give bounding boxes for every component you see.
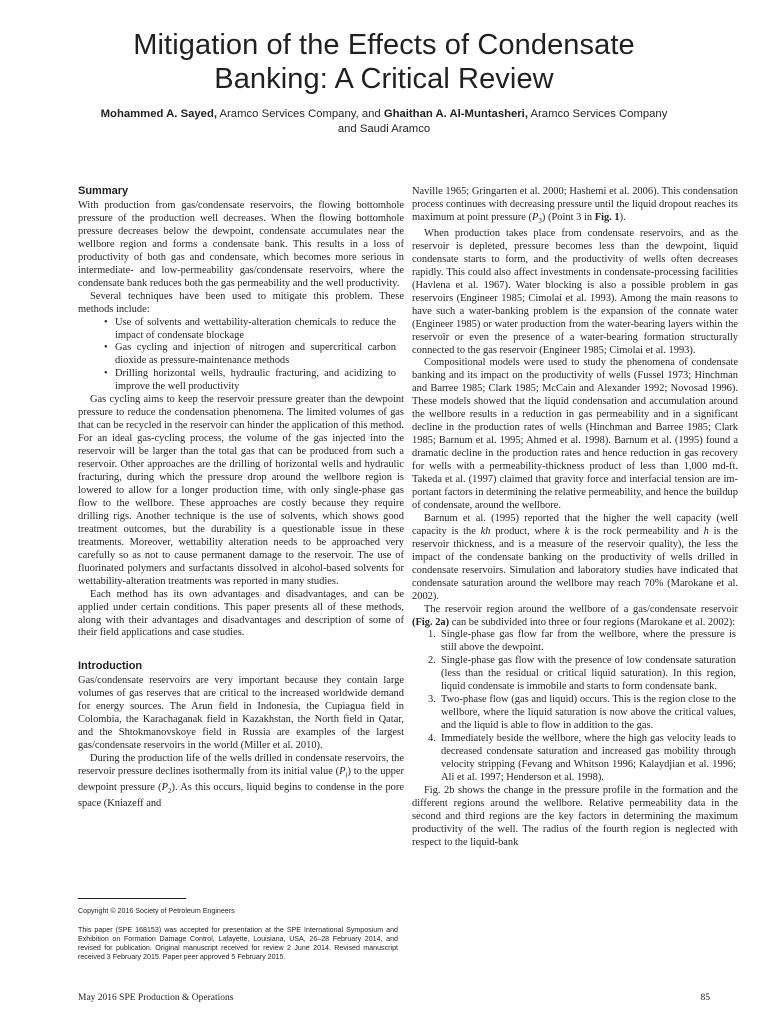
- summary-bullet-list: [78, 317, 404, 395]
- right-paragraph-5: [412, 604, 738, 630]
- author-name-2: Ghaithan A. Al-Muntasheri,: [383, 108, 528, 120]
- list-text: Single-phase gas flow far from the wellbore, where the pressure is still above the dewpoint.: [441, 629, 736, 654]
- paper-history-note: This paper (SPE 168153) was accepted for presentation at the SPE International Symposium and Exhibition on Formation Damage Control, Lafayette, Louisiana, USA, 26–28 February 2014, and revised for publication. Original manuscript received for review 2 June 2014. Revised manuscript received 3 February 2015. Paper peer approved 5 February 2015.: [78, 926, 398, 962]
- symbol-p: P: [161, 782, 168, 794]
- right-p4-text-a: Barnum et al. (1995) reported that the higher the well capacity (well capacity is the: [412, 512, 738, 537]
- right-p4-text-b: product, where: [490, 525, 565, 537]
- copyright-notice: Copyright © 2016 Society of Petroleum Engineers: [78, 907, 235, 915]
- summary-heading: Summary: [78, 185, 129, 197]
- summary-paragraph-1: With production from gas/condensate reservoirs, the flowing bottomhole pressure of the production well decreases. When the flowing bottomhole pressure decreases below the dewpoint, condensate accumulates near the wellbore region and forms a condensate bank. This results in a loss of productivity of both gas and condensate, which becomes more serious in intermediate- and low-permeability gas/condensate reservoirs, where the condensate bank reduces both the gas permeability and the well productivity.: [78, 200, 404, 289]
- summary-bullet-1: • Use of solvents and wettability-alteration chemicals to reduce the impact of condensate blockage: [104, 317, 396, 343]
- region-list-item-3: [428, 694, 736, 733]
- right-paragraph-1: [412, 186, 738, 228]
- subscript-2: 2: [168, 787, 172, 796]
- list-text: Immediately beside the wellbore, where the high gas velocity leads to decreased condensate saturation and increased gas mobility through velocity stripping (Fevang and Whitson 1996; Kalaydjian et al. 1996; Ali et al. 1997; Henderson et al. 1998).: [441, 733, 736, 783]
- list-number: 3.: [428, 694, 436, 706]
- symbol-p: P: [532, 211, 539, 223]
- list-number: 1.: [428, 629, 436, 641]
- summary-bullet-2: • Gas cycling and injection of nitrogen and supercritical carbon dioxide as pressure-maintenance methods: [104, 342, 396, 368]
- region-list-item-4: [428, 733, 736, 785]
- figure-1-reference: Fig. 1: [594, 211, 620, 223]
- introduction-heading: Introduction: [78, 660, 143, 673]
- list-text: Single-phase gas flow with the presence of low condensate saturation (less than the residual or critical liquid saturation). In this region, liquid condensate is immobile and starts to form condensate bank.: [441, 655, 736, 693]
- symbol-p: P: [339, 766, 346, 778]
- region-list: [412, 629, 738, 784]
- right-p1-text-c: ).: [619, 211, 626, 223]
- author-line-2: and Saudi Aramco: [337, 123, 431, 135]
- summary-bullet-3: • Drilling horizontal wells, hydraulic fracturing, and acidizing to improve the well productivity: [104, 368, 396, 394]
- author-affiliation-1: Aramco Services Company, and: [217, 108, 384, 120]
- intro-p2-text-c: ). As this occurs, liquid begins to condense in the pore space (Kniazeff and: [78, 782, 405, 810]
- list-number: 4.: [428, 733, 436, 745]
- author-line-1: [60, 107, 708, 122]
- right-column: [412, 186, 738, 850]
- left-column: [78, 184, 404, 811]
- subscript-i: i: [345, 771, 348, 780]
- right-p1-text-b: ) (Point 3 in: [541, 211, 595, 223]
- right-paragraph-4: [412, 513, 738, 604]
- symbol-k: k: [564, 525, 570, 537]
- right-p4-text-d: is the reservoir thickness, and is a measure of the reservoir quality), the less the impact of the condensate banking on the productivity of wells drilled in condensate reservoirs. Simulation and laboratory studies have indicated that condensate saturation around the wellbore may reach 70% (Marokane et al. 2002).: [412, 525, 739, 602]
- author-name-1: Mohammed A. Sayed,: [100, 108, 217, 120]
- right-p5-text-b: can be subdivided into three or four regions (Marokane et al. 2002):: [449, 616, 736, 628]
- region-list-item-2: [428, 655, 736, 694]
- author-block: [60, 107, 708, 137]
- region-list-item-1: [428, 629, 736, 655]
- intro-p2-text-a: During the production life of the wells drilled in condensate reservoirs, the reservoir pressure declines isothermally from its initial value (: [78, 753, 404, 778]
- list-number: 2.: [428, 655, 436, 667]
- introduction-paragraph-1: Gas/condensate reservoirs are very important because they contain large volumes of gas reserves that are critical to the increased worldwide demand for energy sources. The Arun field in Indonesia, the Cupiagua field in Colombia, the Karachaganak field in Kazakhstan, the North field in Qatar, and the Shtokmanovskoye field in Russia are examples of the largest gas/condensate reservoirs in the world (Miller et al. 2010).: [78, 675, 404, 752]
- right-p1-text-a: Naville 1965; Gringarten et al. 2000; Hashemi et al. 2006). This condensation process continues with decreasing pressure until the liquid dropout reaches its maximum at point pressure (: [412, 186, 738, 223]
- right-paragraph-6: Fig. 2b shows the change in the pressure profile in the formation and the different regions around the wellbore. Relative permeability data in the second and third regions are the key factors in determining the maximum productivity of the well. The radius of the fourth region is neglected with respect to the liquid-bank: [412, 784, 738, 848]
- right-paragraph-3: Compositional models were used to study the phenomena of condensate banking and its impact on the productivity of wells (Fussel 1973; Hinchman and Barree 1985; Clark 1985; McCain and Alexander 1992; Novosad 1996). These models showed that the liquid condensation and accumulation around the wellbore results in a reduction in gas permeability and in a significant decline in the production rates of wells (Hinchman and Barree 1985; Clark 1985; Barnum et al. 1995; Ahmed et al. 1998). Barnum et al. (1995) found a dramatic decline in the production rates and hence reduction in gas recovery for wells with a permeability-thickness product of less than 1,000 md-ft. Takeda et al. (1997) claimed that gravity force and interfacial tension are important factors in determining the relative permeability, and hence the buildup of condensate, around the wellbore.: [412, 357, 738, 511]
- right-p5-text-a: The reservoir region around the wellbore of a gas/condensate reservoir: [424, 603, 738, 615]
- paper-title: [40, 28, 728, 96]
- introduction-paragraph-2: [78, 753, 404, 811]
- page-number: 85: [700, 993, 710, 1003]
- figure-2a-reference: (Fig. 2a): [412, 616, 450, 628]
- summary-paragraph-2: Several techniques have been used to mitigate this problem. These methods include:: [78, 290, 404, 315]
- footnote-divider: [78, 898, 186, 899]
- right-p4-text-c: is the rock permeability and: [569, 525, 704, 537]
- title-line-1: Mitigation of the Effects of Condensate: [133, 29, 635, 61]
- symbol-kh: kh: [480, 525, 491, 537]
- symbol-h: h: [703, 525, 709, 537]
- intro-p2-text-b: ) to the upper dewpoint pressure (: [78, 766, 404, 794]
- journal-footer: May 2016 SPE Production & Operations: [78, 993, 234, 1003]
- summary-paragraph-3: Gas cycling aims to keep the reservoir pressure greater than the dewpoint pressure to reduce the condensation phenomena. The limited volumes of gas that can be recycled in the reservoir can hinder the application of this method. For an ideal gas-cycling process, the volume of the gas injected into the reservoir will be larger than the total gas that can be produced from such a reservoir. Other approaches are the drilling of horizontal wells and hydraulic fracturing, during which the pressure drop around the wellbore region is lowered to allow for a longer production time, with only single-phase gas flow to the wellbore. These approaches are costly because they require drilling rigs. Another technique is the use of solvents, which shows good treatment outcomes, but the durability is a questionable issue in these treatments. Moreover, wettability alteration needs to be approached very carefully so as not to cause permanent damage to the reservoir. The use of fluorinated polymers and surfactants dissolved in alcohol-based solvents for wettability-alteration treatments was reported in many studies.: [78, 394, 404, 587]
- subscript-3: 3: [538, 216, 542, 225]
- title-line-2: Banking: A Critical Review: [214, 63, 554, 95]
- list-text: Two-phase flow (gas and liquid) occurs. This is the region close to the wellbore, where the liquid saturation is now above the critical values, and the liquid is able to flow in addition to the gas.: [441, 694, 736, 732]
- footnotes: [78, 907, 398, 962]
- summary-paragraph-4: Each method has its own advantages and disadvantages, and can be applied under certain conditions. This paper presents all of these methods, along with their advantages and disadvantages and description of some of their field applications and case studies.: [78, 588, 404, 639]
- right-paragraph-2: When production takes place from condensate reservoirs, and as the reservoir is depleted, pressure becomes less than the dewpoint, liquid condensate starts to form, and the productivity of wells often decreases rapidly. This could also affect investments in condensate-processing facilities (Havlena et al. 1967). Water blocking is also a possible problem in gas reservoirs (Engineer 1985; Cimolai et al. 1993). Among the main reasons to have such a water-banking problem is the expansion of the connate water (Engineer 1985) or water production from the water-bearing layers within the reservoir or even the presence of a water-bearing formation structurally connected to the gas reservoir (Engineer 1985; Cimolai et al. 1993).: [412, 227, 738, 356]
- author-affiliation-2: Aramco Services Company: [527, 108, 668, 120]
